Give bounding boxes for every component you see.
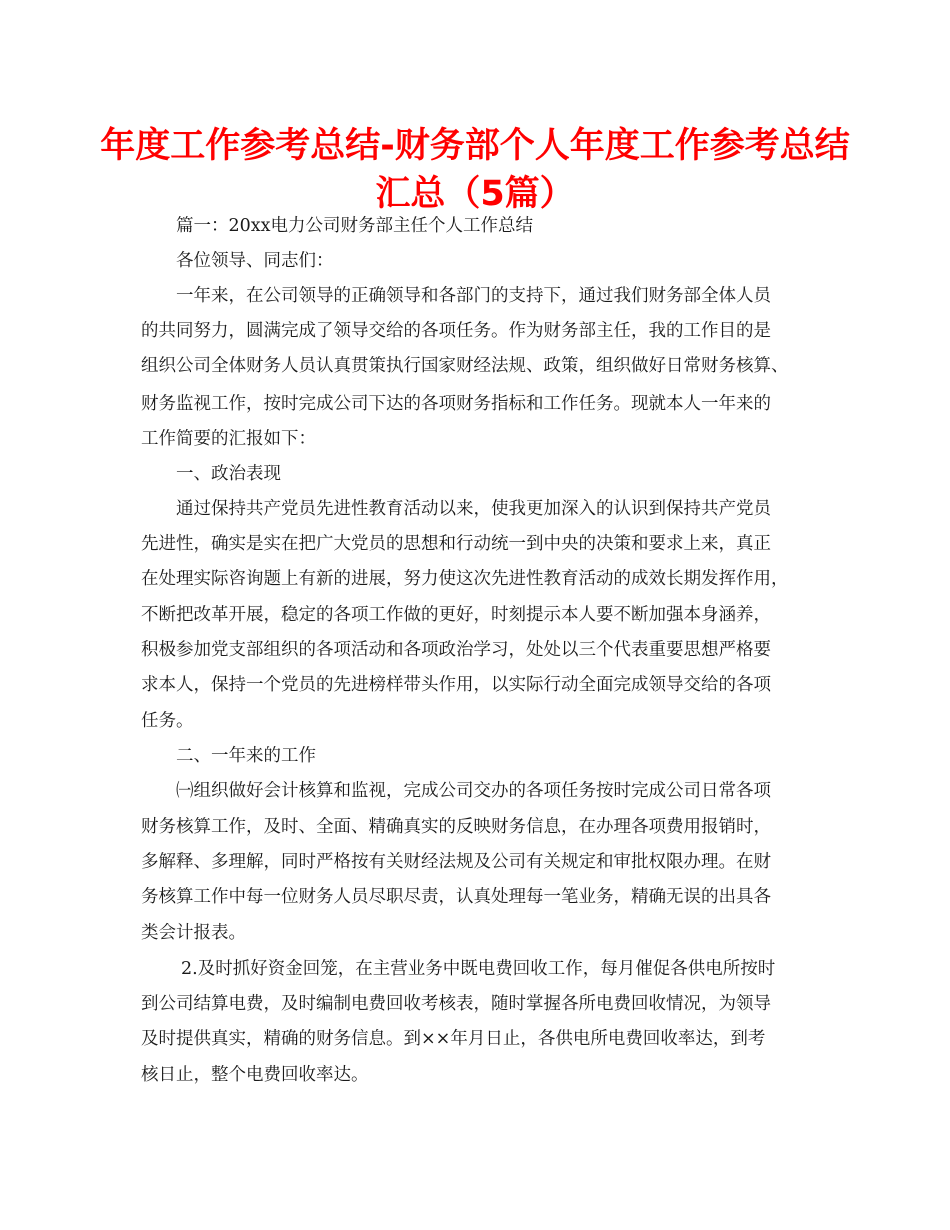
- document-title-line-1: 年度工作参考总结-财务部个人年度工作参考总结: [100, 126, 850, 166]
- paragraph-line: 不断把改革开展，稳定的各项工作做的更好，时刻提示本人要不断加强本身涵养，: [141, 605, 771, 625]
- section-heading: 一、政治表现: [176, 464, 281, 484]
- paragraph-line: 各位领导、同志们：: [176, 251, 334, 271]
- paragraph-line: 一年来，在公司领导的正确领导和各部门的支持下，通过我们财务部全体人员: [176, 286, 771, 306]
- paragraph-line: 及时提供真实，精确的财务信息。到××年月日止，各供电所电费回收率达，到考: [141, 1029, 766, 1049]
- paragraph-line: 先进性，确实是实在把广大党员的思想和行动统一到中央的决策和要求上来，真正: [141, 534, 771, 554]
- section-heading: 二、一年来的工作: [176, 746, 316, 766]
- document-title-line-2: 汇总（5篇）: [375, 174, 575, 214]
- paragraph-line: 2.及时抓好资金回笼，在主营业务中既电费回收工作，每月催促各供电所按时: [181, 959, 776, 979]
- paragraph-line: 的共同努力，圆满完成了领导交给的各项任务。作为财务部主任，我的工作目的是: [141, 321, 771, 341]
- paragraph-line: 篇一：20xx电力公司财务部主任个人工作总结: [176, 216, 534, 236]
- paragraph-line: 积极参加党支部组织的各项活动和各项政治学习，处处以三个代表重要思想严格要: [141, 640, 771, 660]
- paragraph-line: 在处理实际咨询题上有新的进展，努力使这次先进性教育活动的成效长期发挥作用，: [141, 569, 789, 589]
- paragraph-line: 核日止，整个电费回收率达。: [141, 1065, 369, 1085]
- paragraph-line: 多解释、多理解，同时严格按有关财经法规及公司有关规定和审批权限办理。在财: [141, 852, 771, 872]
- paragraph-line: ㈠组织做好会计核算和监视，完成公司交办的各项任务按时完成公司日常各项: [176, 781, 771, 801]
- paragraph-line: 财务监视工作，按时完成公司下达的各项财务指标和工作任务。现就本人一年来的: [141, 394, 771, 414]
- paragraph-line: 通过保持共产党员先进性教育活动以来，使我更加深入的认识到保持共产党员: [176, 499, 771, 519]
- paragraph-line: 到公司结算电费，及时编制电费回收考核表，随时掌握各所电费回收情况，为领导: [141, 994, 771, 1014]
- paragraph-line: 组织公司全体财务人员认真贯策执行国家财经法规、政策，组织做好日常财务核算、: [141, 356, 789, 376]
- paragraph-line: 求本人，保持一个党员的先进榜样带头作用，以实际行动全面完成领导交给的各项: [141, 675, 771, 695]
- paragraph-line: 务核算工作中每一位财务人员尽职尽责，认真处理每一笔业务，精确无误的出具各: [141, 887, 771, 907]
- paragraph-line: 任务。: [141, 711, 194, 731]
- paragraph-line: 财务核算工作，及时、全面、精确真实的反映财务信息，在办理各项费用报销时，: [141, 817, 771, 837]
- paragraph-line: 类会计报表。: [141, 923, 246, 943]
- paragraph-line: 工作简要的汇报如下：: [141, 429, 316, 449]
